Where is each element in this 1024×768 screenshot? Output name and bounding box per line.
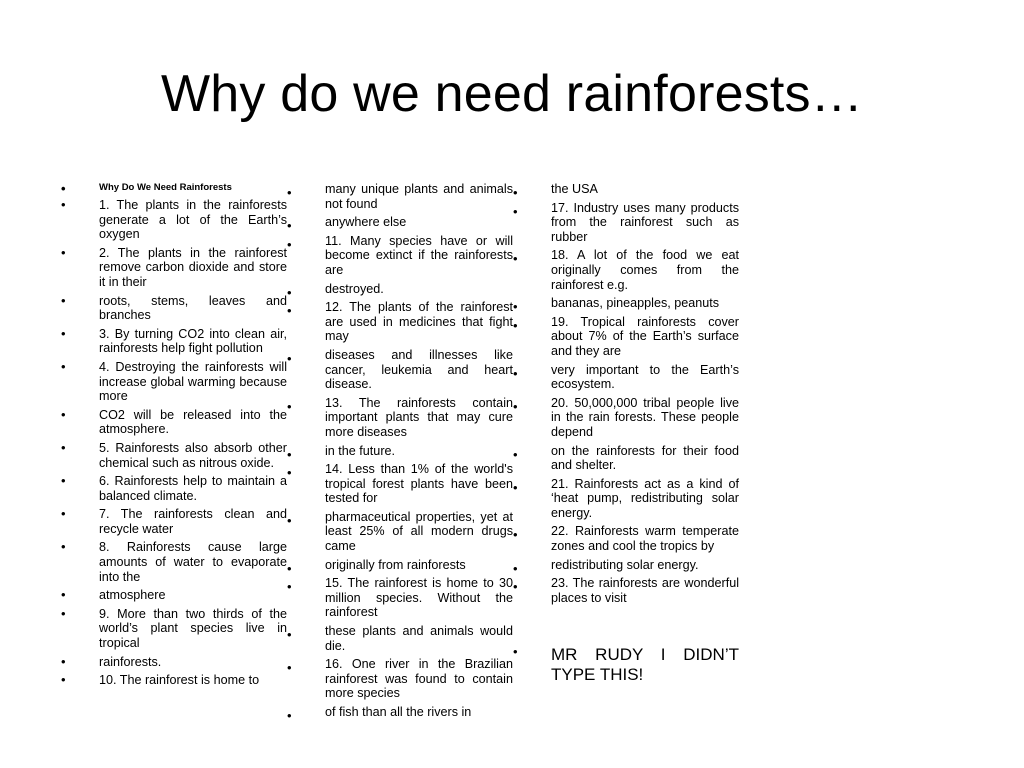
list-item-text: 19. Tropical rainforests cover about 7% of the Earth’s surface and they are xyxy=(551,314,739,358)
bullet-icon: • xyxy=(513,560,518,576)
bullet-icon: • xyxy=(287,660,292,676)
list-item-text: 10. The rainforest is home to xyxy=(99,673,260,688)
text-column-3 xyxy=(513,182,739,689)
list-item-text: Why Do We Need Rainforests xyxy=(99,182,232,193)
bullet-icon: • xyxy=(513,398,518,414)
list-item xyxy=(513,314,739,359)
list-item-text: 20. 50,000,000 tribal people live in the rain forests. These people depend xyxy=(551,395,739,439)
bullet-icon: • xyxy=(513,299,518,315)
slide-title: Why do we need rainforests… xyxy=(161,65,863,123)
list-item-text: pharmaceutical properties, yet at least 25% of all modern drugs came xyxy=(325,509,513,554)
list-item xyxy=(287,557,513,576)
bullet-icon: • xyxy=(513,446,518,462)
list-item xyxy=(287,182,513,211)
list-item xyxy=(513,296,739,315)
list-item xyxy=(287,347,513,392)
bullet-list xyxy=(513,182,739,685)
list-item xyxy=(61,605,287,651)
bullet-icon: • xyxy=(61,439,66,455)
bullet-icon: • xyxy=(61,406,66,422)
list-item-text: 15. The rainforest is home to 30 million species. Without the rainforest xyxy=(325,576,513,620)
list-item-text: bananas, pineapples, peanuts xyxy=(551,296,720,311)
list-item-text: 17. Industry uses many products from the rainforest such as rubber xyxy=(551,200,739,244)
list-item xyxy=(61,439,287,470)
list-item-text: 2. The plants in the rainforest remove carbon dioxide and store it in their xyxy=(99,245,287,289)
bullet-icon: • xyxy=(287,627,292,643)
list-item-text: in the future. xyxy=(325,443,396,458)
list-item-text: these plants and animals would die. xyxy=(325,624,513,653)
list-item xyxy=(287,462,513,506)
bullet-icon: • xyxy=(287,303,292,319)
list-item-text: 13. The rainforests contain important plants that may cure more diseases xyxy=(325,395,513,439)
list-item xyxy=(513,443,739,473)
list-item-text: 22. Rainforests warm temperate zones and cool the tropics by xyxy=(551,524,739,554)
bullet-icon: • xyxy=(287,579,292,595)
bullet-icon: • xyxy=(287,236,292,252)
list-item xyxy=(61,672,287,688)
bullet-icon: • xyxy=(513,365,518,381)
bullet-icon: • xyxy=(513,479,518,495)
bullet-icon: • xyxy=(287,185,292,200)
list-item xyxy=(513,182,739,200)
bullet-icon: • xyxy=(513,185,518,200)
list-item xyxy=(287,705,513,723)
bullet-icon: • xyxy=(513,203,518,219)
bullet-icon: • xyxy=(287,708,292,723)
list-item-text: very important to the Earth’s ecosystem. xyxy=(551,362,739,392)
list-item-text: 8. Rainforests cause large amounts of water to evaporate into the xyxy=(99,540,287,584)
closing-note xyxy=(513,644,739,685)
bullet-icon: • xyxy=(287,398,292,414)
list-item-text: 4. Destroying the rainforests will increase global warming because more xyxy=(99,359,287,404)
list-item xyxy=(61,358,287,404)
list-item-text: 9. More than two thirds of the world’s plant species live in tropical xyxy=(99,606,287,651)
bullet-icon: • xyxy=(61,325,66,341)
list-item xyxy=(61,653,287,670)
list-item xyxy=(513,362,739,392)
bullet-icon: • xyxy=(61,197,66,212)
list-item-text: 21. Rainforests act as a kind of ‘heat pump, redistributing solar energy. xyxy=(551,476,739,520)
list-item-text: 11. Many species have or will become extinct if the rainforests are xyxy=(325,233,513,277)
list-item-text: originally from rainforests xyxy=(325,557,466,572)
bullet-icon: • xyxy=(61,653,66,669)
closing-note-text: MR RUDY I DIDN’T TYPE THIS! xyxy=(551,645,739,685)
text-column-1 xyxy=(61,181,287,692)
bullet-icon: • xyxy=(61,672,66,688)
text-column-2 xyxy=(287,182,513,724)
list-item-text: CO2 will be released into the atmosphere. xyxy=(99,407,287,437)
bullet-icon: • xyxy=(513,644,518,660)
list-item xyxy=(513,524,739,554)
list-item xyxy=(513,476,739,521)
bullet-icon: • xyxy=(287,350,292,366)
bullet-icon: • xyxy=(61,358,66,374)
list-item xyxy=(287,215,513,234)
bullet-icon: • xyxy=(287,218,292,234)
bullet-icon: • xyxy=(513,317,518,333)
list-item-text: 12. The plants of the rainforest are used in medicines that fight may xyxy=(325,300,513,344)
list-item-text: 23. The rainforests are wonderful places to visit xyxy=(551,576,739,605)
list-item xyxy=(287,624,513,653)
list-item-text: diseases and illnesses like cancer, leukemia and heart disease. xyxy=(325,347,513,392)
bullet-icon: • xyxy=(287,560,292,576)
list-item-text: many unique plants and animals not found xyxy=(325,182,513,211)
list-item xyxy=(287,300,513,344)
list-item-text: rainforests. xyxy=(99,654,162,669)
bullet-icon: • xyxy=(61,181,66,196)
list-item xyxy=(513,557,739,576)
list-item xyxy=(61,587,287,603)
list-item-text: redistributing solar energy. xyxy=(551,557,699,572)
list-item-text: the USA xyxy=(551,182,598,196)
bullet-icon: • xyxy=(61,605,66,621)
list-item xyxy=(61,292,287,323)
list-item xyxy=(513,200,739,245)
list-item xyxy=(61,197,287,242)
list-item xyxy=(287,395,513,440)
list-item xyxy=(287,576,513,620)
list-item xyxy=(61,506,287,536)
list-item-text: anywhere else xyxy=(325,215,407,230)
list-item xyxy=(287,657,513,701)
list-item xyxy=(61,325,287,356)
bullet-icon: • xyxy=(61,244,66,260)
list-item-text: roots, stems, leaves and branches xyxy=(99,293,287,323)
bullet-icon: • xyxy=(287,446,292,462)
bullet-icon: • xyxy=(61,506,66,522)
list-item xyxy=(513,576,739,605)
list-item xyxy=(287,281,513,300)
list-item-text: of fish than all the rivers in xyxy=(325,705,472,719)
list-item-text: 6. Rainforests help to maintain a balanced climate. xyxy=(99,474,287,503)
list-heading xyxy=(61,181,287,196)
list-item-text: 14. Less than 1% of the world's tropical forest plants have been tested for xyxy=(325,462,513,506)
bullet-icon: • xyxy=(513,527,518,543)
list-item xyxy=(287,443,513,462)
list-item xyxy=(287,509,513,554)
list-item xyxy=(61,406,287,437)
list-item-text: 18. A lot of the food we eat originally comes from the rainforest e.g. xyxy=(551,248,739,292)
list-item-text: 1. The plants in the rainforests generate a lot of the Earth’s oxygen xyxy=(99,198,287,242)
bullet-list xyxy=(61,181,287,688)
list-item xyxy=(287,233,513,278)
bullet-icon: • xyxy=(513,579,518,595)
bullet-list xyxy=(287,182,513,723)
bullet-icon: • xyxy=(287,512,292,528)
list-item-text: 3. By turning CO2 into clean air, rainforests help fight pollution xyxy=(99,326,287,356)
list-item xyxy=(61,244,287,290)
list-item-text: 7. The rainforests clean and recycle water xyxy=(99,507,287,536)
list-item xyxy=(513,248,739,292)
bullet-icon: • xyxy=(287,465,292,481)
bullet-icon: • xyxy=(287,284,292,300)
list-item xyxy=(513,395,739,440)
list-item-text: 5. Rainforests also absorb other chemical such as nitrous oxide. xyxy=(99,440,287,470)
list-item xyxy=(61,473,287,503)
bullet-icon: • xyxy=(61,539,66,555)
list-item-text: 16. One river in the Brazilian rainforest was found to contain more species xyxy=(325,657,513,701)
bullet-icon: • xyxy=(513,251,518,267)
list-item-text: on the rainforests for their food and shelter. xyxy=(551,443,739,473)
bullet-icon: • xyxy=(61,587,66,603)
bullet-icon: • xyxy=(61,473,66,489)
list-item xyxy=(61,539,287,584)
bullet-icon: • xyxy=(61,292,66,308)
list-item-text: destroyed. xyxy=(325,281,384,296)
list-item-text: atmosphere xyxy=(99,588,166,603)
